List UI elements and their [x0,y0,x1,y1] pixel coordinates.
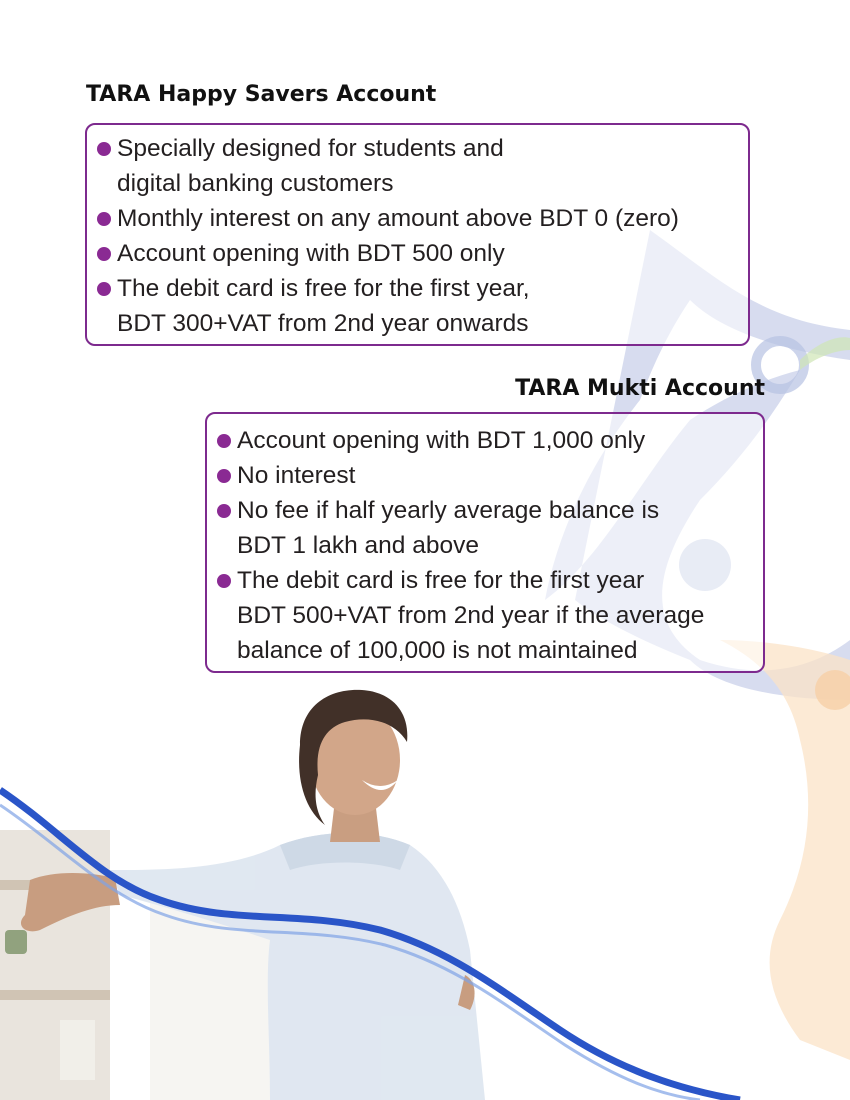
list-item: Account opening with BDT 500 only [97,236,748,271]
list-item: Account opening with BDT 1,000 only [217,423,763,458]
mukti-title: TARA Mukti Account [515,376,765,401]
mukti-feature-list [217,423,763,668]
bullet-icon [217,434,231,448]
bullet-icon [97,142,111,156]
list-item: The debit card is free for the first year BDT 500+VAT from 2nd year if the average balance of 100,000 is not maintained [217,563,763,668]
list-item: Specially designed for students and digital banking customers [97,131,748,201]
list-item: The debit card is free for the first year, BDT 300+VAT from 2nd year onwards [97,271,748,341]
bullet-icon [217,574,231,588]
bullet-icon [217,504,231,518]
list-item: Monthly interest on any amount above BDT 0 (zero) [97,201,748,236]
happy-savers-feature-list [97,131,748,341]
list-item: No fee if half yearly average balance is BDT 1 lakh and above [217,493,763,563]
bullet-icon [97,212,111,226]
bullet-icon [217,469,231,483]
happy-savers-title: TARA Happy Savers Account [86,82,437,107]
list-item: No interest [217,458,763,493]
happy-savers-features-box [85,123,750,346]
bullet-icon [97,247,111,261]
bullet-icon [97,282,111,296]
woman-photo [0,690,485,1100]
mukti-features-box [205,412,765,673]
